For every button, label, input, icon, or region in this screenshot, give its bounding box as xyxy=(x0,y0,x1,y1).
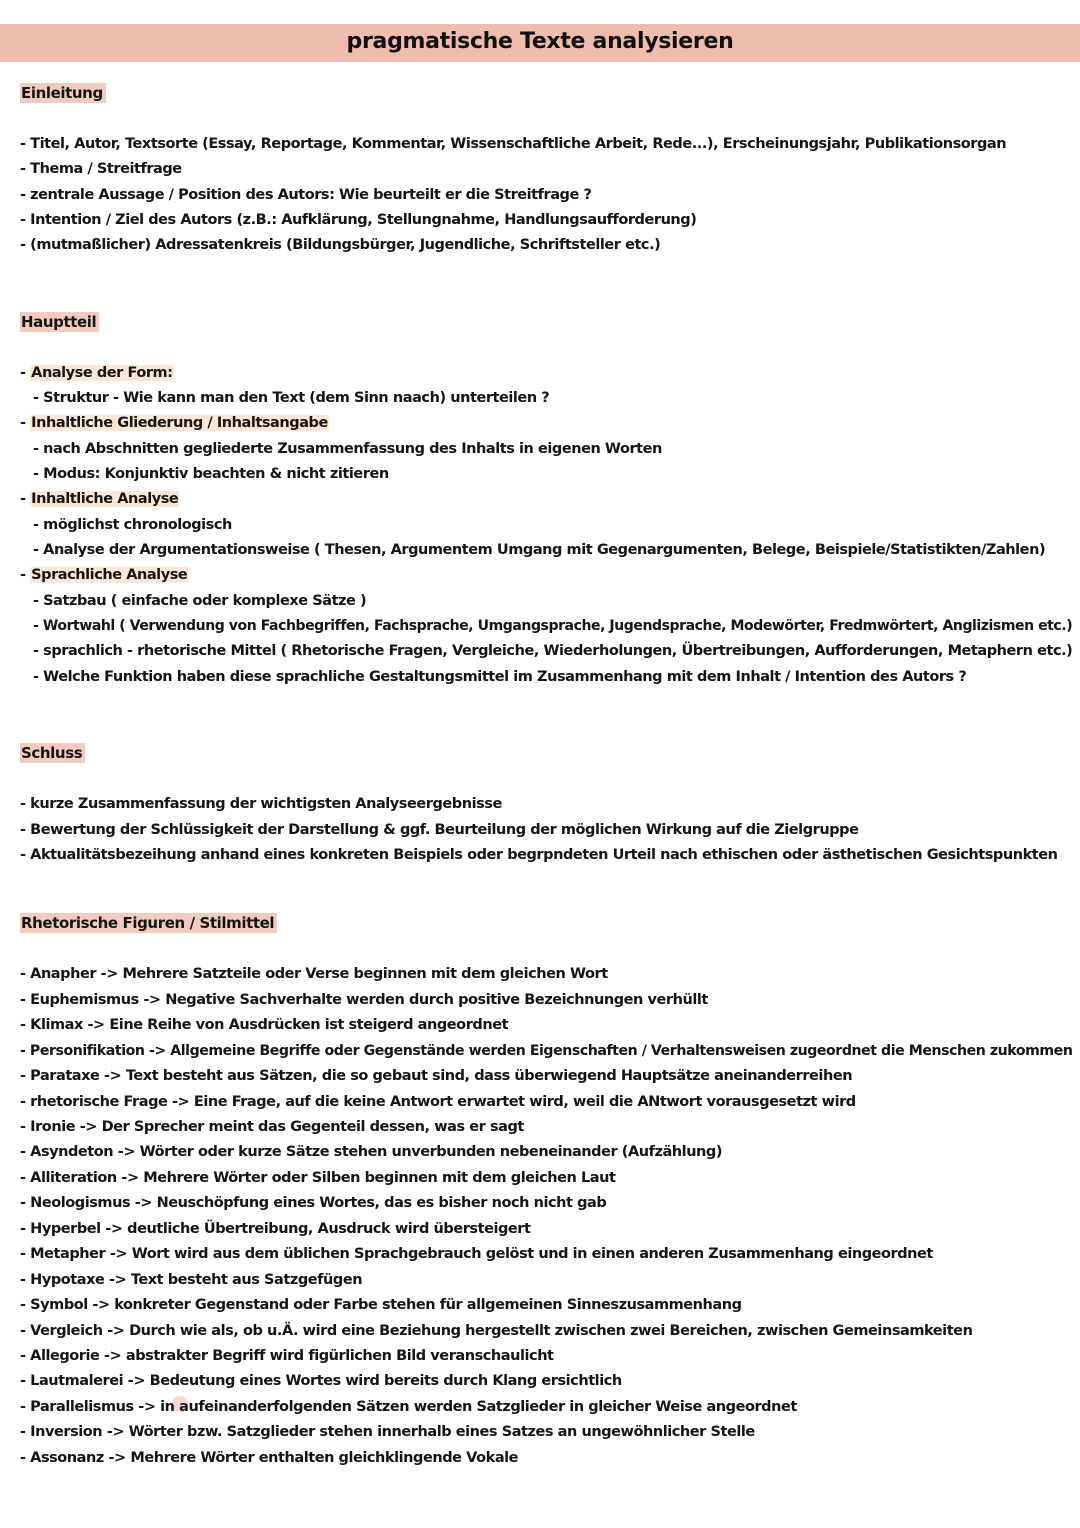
stilmittel-item: - Inversion -> Wörter bzw. Satzglieder stehen innerhalb eines Satzes an ungewöhnlicher Stelle xyxy=(20,1424,755,1440)
stilmittel-item: - Allegorie -> abstrakter Begriff wird figürlichen Bild veranschaulicht xyxy=(20,1348,554,1364)
hauptteil-sub-item: - sprachlich - rhetorische Mittel ( Rhetorische Fragen, Vergleiche, Wiederholungen, Übertreibungen, Aufforderungen, Metaphern etc.) xyxy=(33,643,1073,659)
hauptteil-inhalt-item: - Inhaltliche Analyse xyxy=(20,491,179,507)
hauptteil-sub-item: - Struktur - Wie kann man den Text (dem Sinn naach) unterteilen ? xyxy=(33,390,550,406)
hauptteil-sub-item: - Wortwahl ( Verwendung von Fachbegriffen, Fachsprache, Umgangsprache, Jugendsprache, Modewörter, Fredmwörtert, Anglizismen etc.) xyxy=(33,618,1073,634)
stilmittel-item: - Klimax -> Eine Reihe von Ausdrücken ist steigerd angeordnet xyxy=(20,1017,509,1033)
gliederung-label: Inhaltliche Gliederung / Inhaltsangabe xyxy=(31,415,328,431)
stilmittel-item: - Euphemismus -> Negative Sachverhalte werden durch positive Bezeichnungen verhüllt xyxy=(20,992,708,1008)
stilmittel-item: - Metapher -> Wort wird aus dem üblichen Sprachgebrauch gelöst und in einen anderen Zusammenhang eingeordnet xyxy=(20,1246,933,1262)
schluss-item: - Bewertung der Schlüssigkeit der Darstellung & ggf. Beurteilung der möglichen Wirkung auf die Zielgruppe xyxy=(20,822,859,838)
hauptteil-sub-item: - Modus: Konjunktiv beachten & nicht zitieren xyxy=(33,466,389,482)
stilmittel-item: - Parataxe -> Text besteht aus Sätzen, die so gebaut sind, dass überwiegend Hauptsätze aneinanderreihen xyxy=(20,1068,853,1084)
stilmittel-item: - Anapher -> Mehrere Satzteile oder Verse beginnen mit dem gleichen Wort xyxy=(20,966,608,982)
stilmittel-item: - Neologismus -> Neuschöpfung eines Wortes, das es bisher noch nicht gab xyxy=(20,1195,607,1211)
hauptteil-sub-item: - möglichst chronologisch xyxy=(33,517,232,533)
hauptteil-form-item: - Analyse der Form: xyxy=(20,365,173,381)
stilmittel-item: - Asyndeton -> Wörter oder kurze Sätze stehen unverbunden nebeneinander (Aufzählung) xyxy=(20,1144,723,1160)
schluss-item: - kurze Zusammenfassung der wichtigsten Analyseergebnisse xyxy=(20,796,502,812)
stilmittel-item: - Parallelismus -> in aufeinanderfolgenden Sätzen werden Satzglieder in gleicher Weise angeordnet xyxy=(20,1399,797,1415)
hauptteil-sub-item: - Welche Funktion haben diese sprachliche Gestaltungsmittel im Zusammenhang mit dem Inhalt / Intention des Autors ? xyxy=(33,669,967,685)
einleitung-item: - zentrale Aussage / Position des Autors: Wie beurteilt er die Streitfrage ? xyxy=(20,187,592,203)
stilmittel-item: - Ironie -> Der Sprecher meint das Gegenteil dessen, was er sagt xyxy=(20,1119,524,1135)
page-title: pragmatische Texte analysieren xyxy=(346,29,734,54)
stilmittel-item: - rhetorische Frage -> Eine Frage, auf die keine Antwort erwartet wird, weil die ANtwort vorausgesetzt wird xyxy=(20,1094,856,1110)
stilmittel-item: - Lautmalerei -> Bedeutung eines Wortes wird bereits durch Klang ersichtlich xyxy=(20,1373,622,1389)
schluss-item: - Aktualitätsbezeihung anhand eines konkreten Beispiels oder begrpndeten Urteil nach ethischen oder ästhetischen Gesichtspunkten xyxy=(20,847,1058,863)
hauptteil-sprache-item: - Sprachliche Analyse xyxy=(20,567,188,583)
hauptteil-sub-item: - Analyse der Argumentationsweise ( Thesen, Argumentem Umgang mit Gegenargumenten, Belege, Beispiele/Statistikten/Zahlen) xyxy=(33,542,1046,558)
section-heading-hauptteil: Hauptteil xyxy=(20,312,99,332)
hauptteil-sub-item: - nach Abschnitten gegliederte Zusammenfassung des Inhalts in eigenen Worten xyxy=(33,441,662,457)
stilmittel-item: - Alliteration -> Mehrere Wörter oder Silben beginnen mit dem gleichen Laut xyxy=(20,1170,616,1186)
stilmittel-item: - Assonanz -> Mehrere Wörter enthalten gleichklingende Vokale xyxy=(20,1450,519,1466)
stilmittel-item: - Vergleich -> Durch wie als, ob u.Ä. wird eine Beziehung hergestellt zwischen zwei Bereichen, zwischen Gemeinsamkeiten xyxy=(20,1323,973,1339)
inhalt-label: Inhaltliche Analyse xyxy=(31,491,179,507)
stilmittel-item: - Personifikation -> Allgemeine Begriffe oder Gegenstände werden Eigenschaften / Verhaltensweisen zugeordnet die Menschen zukommen xyxy=(20,1043,1073,1059)
sprache-label: Sprachliche Analyse xyxy=(31,567,188,583)
einleitung-item: - Titel, Autor, Textsorte (Essay, Reportage, Kommentar, Wissenschaftliche Arbeit, Rede...), Erscheinungsjahr, Publikationsorgan xyxy=(20,136,1007,152)
stilmittel-item: - Hyperbel -> deutliche Übertreibung, Ausdruck wird übersteigert xyxy=(20,1221,531,1237)
section-heading-einleitung: Einleitung xyxy=(20,83,106,103)
hauptteil-sub-item: - Satzbau ( einfache oder komplexe Sätze ) xyxy=(33,593,367,609)
stilmittel-item: - Hypotaxe -> Text besteht aus Satzgefügen xyxy=(20,1272,363,1288)
einleitung-item: - Intention / Ziel des Autors (z.B.: Aufklärung, Stellungnahme, Handlungsaufforderung) xyxy=(20,212,697,228)
hauptteil-gliederung-item: - Inhaltliche Gliederung / Inhaltsangabe xyxy=(20,415,328,431)
einleitung-item: - (mutmaßlicher) Adressatenkreis (Bildungsbürger, Jugendliche, Schriftsteller etc.) xyxy=(20,237,661,253)
section-heading-stilmittel: Rhetorische Figuren / Stilmittel xyxy=(20,913,277,933)
stilmittel-item: - Symbol -> konkreter Gegenstand oder Farbe stehen für allgemeinen Sinneszusammenhang xyxy=(20,1297,742,1313)
einleitung-item: - Thema / Streitfrage xyxy=(20,161,182,177)
form-label: Analyse der Form: xyxy=(31,365,173,381)
section-heading-schluss: Schluss xyxy=(20,743,85,763)
